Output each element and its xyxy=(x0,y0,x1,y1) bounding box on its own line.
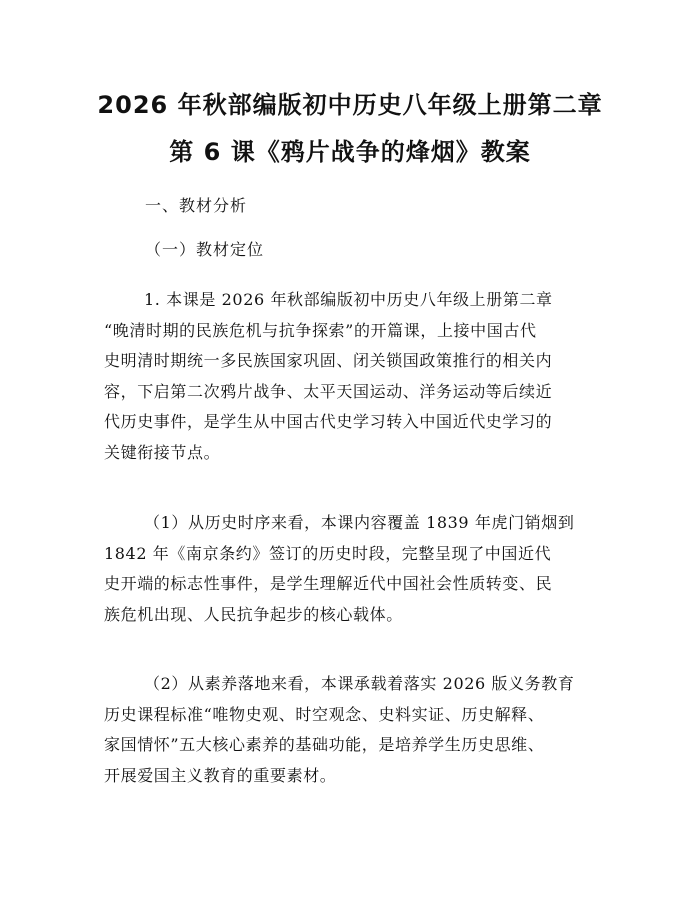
paragraph-line: 族危机出现、人民抗争起步的核心载体。 xyxy=(104,604,403,624)
paragraph-line: “晚清时期的民族危机与抗争探索”的开篇课，上接中国古代 xyxy=(104,320,537,340)
paragraph-3 xyxy=(104,669,604,791)
document-title-line-2: 第 6 课《鸦片战争的烽烟》教案 xyxy=(169,138,531,166)
paragraph-line: 关键衔接节点。 xyxy=(104,442,221,462)
paragraph-line: （1）从历史时序来看，本课内容覆盖 1839 年虎门销烟到 xyxy=(144,513,575,532)
paragraph-2 xyxy=(104,508,604,630)
section-heading: 一、教材分析 xyxy=(145,196,248,215)
paragraph-line: 史明清时期统一多民族国家巩固、闭关锁国政策推行的相关内 xyxy=(104,351,553,370)
paragraph-1 xyxy=(104,285,604,468)
paragraph-line: 历史课程标准“唯物史观、时空观念、史料实证、历史解释、 xyxy=(104,704,545,724)
paragraph-line: 代历史事件，是学生从中国古代史学习转入中国近代史学习的 xyxy=(104,412,553,431)
subsection-heading: （一）教材定位 xyxy=(145,240,265,259)
paragraph-line: 1. 本课是 2026 年秋部编版初中历史八年级上册第二章 xyxy=(144,290,553,309)
paragraph-line: 1842 年《南京条约》签订的历史时段，完整呈现了中国近代 xyxy=(104,543,552,563)
paragraph-line: （2）从素养落地来看，本课承载着落实 2026 版义务教育 xyxy=(144,674,575,693)
paragraph-line: 开展爱国主义教育的重要素材。 xyxy=(104,765,337,785)
paragraph-line: 史开端的标志性事件，是学生理解近代中国社会性质转变、民 xyxy=(104,574,553,593)
document-title-line-1: 2026 年秋部编版初中历史八年级上册第二章 xyxy=(97,91,603,119)
paragraph-line: 容，下启第二次鸦片战争、太平天国运动、洋务运动等后续近 xyxy=(104,381,553,401)
paragraph-line: 家国情怀”五大核心素养的基础功能，是培养学生历史思维、 xyxy=(104,735,545,754)
